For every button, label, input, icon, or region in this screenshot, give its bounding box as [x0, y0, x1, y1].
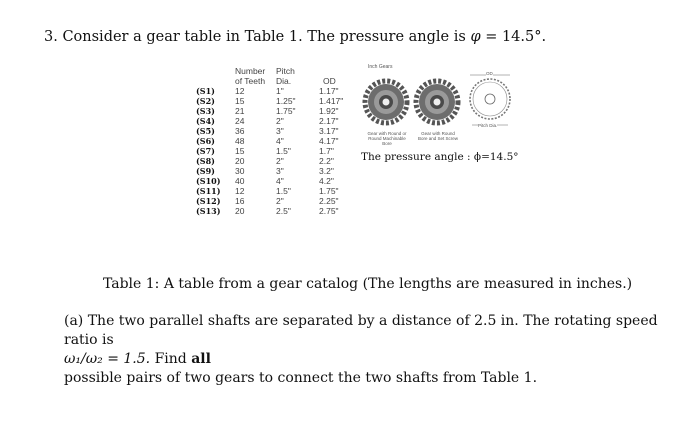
teeth-cell: 16 — [235, 196, 245, 206]
pitch-cell: 2" — [276, 116, 284, 126]
gear-photo-right — [416, 81, 458, 123]
table-row — [196, 146, 358, 156]
od-cell: 1.417" — [319, 96, 344, 106]
row-label-header — [196, 66, 229, 86]
speed-ratio: ω₁/ω₂ = 1.5. — [64, 351, 151, 367]
row-label: (S1) — [196, 86, 215, 96]
caption-left-line3: Bore — [382, 141, 392, 146]
row-label: (S8) — [196, 156, 215, 166]
row-label: (S11) — [196, 186, 221, 196]
pitch-cell: 1.5" — [276, 146, 291, 156]
problem-heading — [44, 29, 546, 45]
pitch-cell: 2" — [276, 196, 284, 206]
pitch-cell: 1" — [276, 86, 284, 96]
caption-left-line1: Gear with Round or — [367, 131, 407, 136]
part-a-middle: Find — [150, 351, 192, 367]
table-row — [196, 166, 358, 176]
pitch-cell: 4" — [276, 136, 284, 146]
od-header: OD — [323, 76, 336, 86]
gear-dimension-diagram — [470, 75, 510, 125]
teeth-cell: 21 — [235, 106, 245, 116]
od-cell: 4.2" — [319, 176, 334, 186]
pitch-cell: 2" — [276, 156, 284, 166]
row-label: (S9) — [196, 166, 215, 176]
teeth-cell: 12 — [235, 186, 245, 196]
gear-table — [196, 66, 358, 216]
od-cell: 2.2" — [319, 156, 334, 166]
table-row — [196, 106, 358, 116]
table-row — [196, 186, 358, 196]
od-cell: 1.92" — [319, 106, 339, 116]
problem-number: 3. — [44, 29, 58, 45]
table-row — [196, 96, 358, 106]
teeth-cell: 15 — [235, 146, 245, 156]
od-cell: 4.17" — [319, 136, 339, 146]
teeth-header-line2: of Teeth — [235, 76, 266, 86]
teeth-cell: 15 — [235, 96, 245, 106]
statement-start: Consider a gear table in Table 1. The pressure angle is — [62, 29, 471, 45]
pitch-cell: 1.75" — [276, 106, 296, 116]
caption-right — [412, 131, 464, 141]
pitch-header — [276, 66, 319, 86]
teeth-cell: 20 — [235, 156, 245, 166]
table-row — [196, 136, 358, 146]
row-label: (S12) — [196, 196, 221, 206]
part-a-bold: all — [191, 351, 211, 367]
gear-table-header-row — [196, 66, 358, 86]
od-cell: 2.25" — [319, 196, 339, 206]
caption-right-line2: Bore and Set Screw — [417, 136, 459, 141]
table-row — [196, 176, 358, 186]
caption-right-line1: Gear with Round — [421, 131, 455, 136]
table-row — [196, 86, 358, 96]
table-caption: Table 1: A table from a gear catalog (The lengths are measured in inches.) — [103, 276, 633, 292]
teeth-header-line1: Number — [235, 66, 266, 76]
part-a-suffix: possible pairs of two gears to connect the two shafts from Table 1. — [64, 370, 538, 386]
part-a-line1: (a) The two parallel shafts are separated by a distance of 2.5 in. The rotating speed ratio is — [64, 313, 658, 348]
teeth-cell: 36 — [235, 126, 245, 136]
od-cell: 3.17" — [319, 126, 339, 136]
teeth-cell: 24 — [235, 116, 245, 126]
pitch-cell: 3" — [276, 126, 284, 136]
row-label: (S7) — [196, 146, 215, 156]
od-cell: 2.17" — [319, 116, 339, 126]
pitch-dia-label: Pitch Dia. — [478, 123, 498, 128]
problem-statement — [62, 29, 546, 45]
row-label: (S13) — [196, 206, 221, 216]
pitch-cell: 1.25" — [276, 96, 296, 106]
table-row — [196, 126, 358, 136]
teeth-cell: 12 — [235, 86, 245, 96]
part-a-question — [64, 312, 664, 388]
pitch-cell: 2.5" — [276, 206, 291, 216]
table-row — [196, 206, 358, 216]
od-cell: 1.75" — [319, 186, 339, 196]
teeth-cell: 48 — [235, 136, 245, 146]
catalog-header: Inch Gears — [368, 64, 393, 70]
od-cell: 3.2" — [319, 166, 334, 176]
od-cell: 2.75" — [319, 206, 339, 216]
row-label: (S5) — [196, 126, 215, 136]
statement-end: = 14.5°. — [480, 29, 547, 45]
caption-left-line2: Round Machinable — [368, 136, 406, 141]
table-row — [196, 156, 358, 166]
teeth-cell: 30 — [235, 166, 245, 176]
pitch-cell: 3" — [276, 166, 284, 176]
table-row — [196, 116, 358, 126]
od-cell: 1.17" — [319, 86, 339, 96]
pitch-header-line1: Pitch — [276, 66, 295, 76]
phi-symbol: φ — [470, 29, 481, 45]
row-label: (S4) — [196, 116, 215, 126]
gear-table-body — [196, 86, 358, 216]
table-row — [196, 196, 358, 206]
gear-photo-left — [365, 81, 407, 123]
teeth-header — [229, 66, 276, 86]
pressure-angle-note: The pressure angle : ϕ=14.5° — [361, 151, 519, 163]
row-label: (S3) — [196, 106, 215, 116]
part-a-line2 — [64, 350, 664, 388]
row-label: (S2) — [196, 96, 215, 106]
caption-left — [360, 131, 414, 146]
row-label: (S6) — [196, 136, 215, 146]
pitch-header-line2: Dia. — [276, 76, 292, 86]
pitch-cell: 1.5" — [276, 186, 291, 196]
teeth-cell: 20 — [235, 206, 245, 216]
row-label: (S10) — [196, 176, 221, 186]
teeth-cell: 40 — [235, 176, 245, 186]
od-label: OD — [486, 71, 493, 76]
pitch-cell: 4" — [276, 176, 284, 186]
od-cell: 1.7" — [319, 146, 334, 156]
